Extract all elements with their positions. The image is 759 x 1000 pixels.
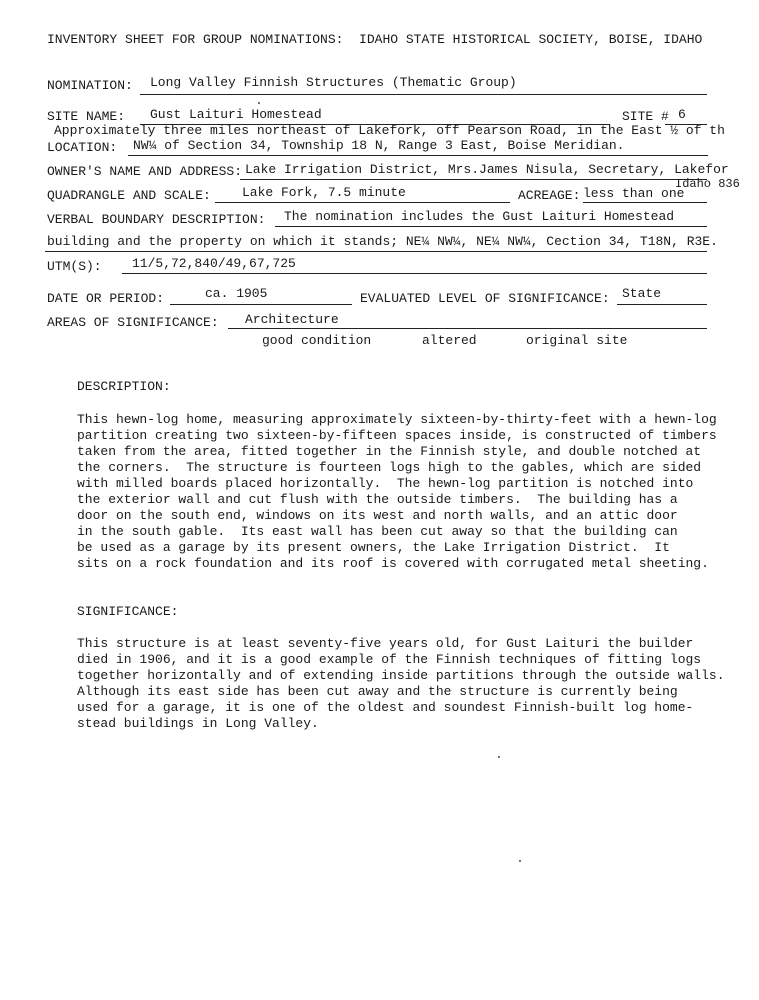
nomination-underline <box>140 94 707 95</box>
owner-underline <box>240 179 707 180</box>
owner-overflow: Idaho 836 <box>675 177 740 191</box>
significance-level-value: State <box>622 286 662 301</box>
description-line: door on the south end, windows on its west and north walls, and an attic door <box>77 508 678 523</box>
description-line: the exterior wall and cut flush with the outside timbers. The building has a <box>77 492 678 507</box>
boundary-label: VERBAL BOUNDARY DESCRIPTION: <box>47 212 266 227</box>
description-line: with milled boards placed horizontally. The hewn-log partition is notched into <box>77 476 694 491</box>
date-label: DATE OR PERIOD: <box>47 291 165 306</box>
owner-value: Lake Irrigation District, Mrs.James Nisula, Secretary, Lakefor <box>245 162 729 177</box>
date-underline <box>170 304 352 305</box>
scan-speck <box>258 102 260 104</box>
location-line1: Approximately three miles northeast of Lakefork, off Pearson Road, in the East ½ of th <box>54 123 725 138</box>
significance-level-underline <box>617 304 707 305</box>
utm-label: UTM(S): <box>47 259 102 274</box>
site-name-value: Gust Laituri Homestead <box>150 107 322 122</box>
condition-good: good condition <box>262 333 372 348</box>
quadrangle-value: Lake Fork, 7.5 minute <box>242 185 406 200</box>
utm-value: 11/5,72,840/49,67,725 <box>132 256 296 271</box>
description-paragraph <box>77 412 757 572</box>
description-line: the corners. The structure is fourteen logs high to the gables, which are sided <box>77 460 702 475</box>
boundary-value-line2: building and the property on which it stands; NE¼ NW¼, NE¼ NW¼, Cection 34, T18N, R3E. <box>47 234 718 249</box>
owner-label: OWNER'S NAME AND ADDRESS: <box>47 164 243 179</box>
description-line: This hewn-log home, measuring approximately sixteen-by-thirty-feet with a hewn-log <box>77 412 717 427</box>
condition-original-site: original site <box>526 333 628 348</box>
description-line: taken from the area, fitted together in the Finnish style, and double notched at <box>77 444 702 459</box>
quadrangle-underline <box>215 202 510 203</box>
nomination-label: NOMINATION: <box>47 78 133 93</box>
significance-line: Although its east side has been cut away and the structure is currently being <box>77 684 678 699</box>
location-label: LOCATION: <box>47 140 118 155</box>
description-line: sits on a rock foundation and its roof is covered with corrugated metal sheeting. <box>77 556 709 571</box>
location-value: NW¼ of Section 34, Township 18 N, Range 3 East, Boise Meridian. <box>133 138 625 153</box>
form-header: INVENTORY SHEET FOR GROUP NOMINATIONS: IDAHO STATE HISTORICAL SOCIETY, BOISE, IDAHO <box>47 32 703 47</box>
date-value: ca. 1905 <box>205 286 268 301</box>
areas-label: AREAS OF SIGNIFICANCE: <box>47 315 219 330</box>
acreage-value: less than one <box>583 186 685 201</box>
quadrangle-label: QUADRANGLE AND SCALE: <box>47 188 211 203</box>
boundary-underline-2 <box>45 251 707 252</box>
acreage-label: ACREAGE: <box>518 188 581 203</box>
site-name-label: SITE NAME: <box>47 109 126 124</box>
description-line: partition creating two sixteen-by-fifteen spaces inside, is constructed of timbers <box>77 428 717 443</box>
utm-underline <box>122 273 707 274</box>
description-heading: DESCRIPTION: <box>77 379 171 394</box>
boundary-value-line1: The nomination includes the Gust Laituri Homestead <box>284 209 675 224</box>
site-number-label: SITE # <box>622 109 669 124</box>
significance-line: stead buildings in Long Valley. <box>77 716 319 731</box>
areas-value: Architecture <box>245 312 339 327</box>
significance-line: used for a garage, it is one of the oldest and soundest Finnish-built log home- <box>77 700 694 715</box>
description-line: be used as a garage by its present owners, the Lake Irrigation District. It <box>77 540 670 555</box>
nomination-value: Long Valley Finnish Structures (Thematic Group) <box>150 75 517 90</box>
condition-altered: altered <box>422 333 477 348</box>
scan-speck <box>519 860 521 862</box>
significance-heading: SIGNIFICANCE: <box>77 604 179 619</box>
significance-line: together horizontally and of extending inside partitions through the outside walls. <box>77 668 725 683</box>
site-number-value: 6 <box>678 107 686 122</box>
areas-underline <box>228 328 707 329</box>
significance-level-label: EVALUATED LEVEL OF SIGNIFICANCE: <box>360 291 610 306</box>
significance-line: This structure is at least seventy-five years old, for Gust Laituri the builder <box>77 636 694 651</box>
boundary-underline-1 <box>275 226 707 227</box>
acreage-underline <box>583 202 707 203</box>
description-line: in the south gable. Its east wall has been cut away so that the building can <box>77 524 678 539</box>
significance-paragraph <box>77 636 757 732</box>
location-underline <box>128 155 708 156</box>
significance-line: died in 1906, and it is a good example of the Finnish techniques of fitting logs <box>77 652 702 667</box>
scan-speck <box>498 756 500 758</box>
